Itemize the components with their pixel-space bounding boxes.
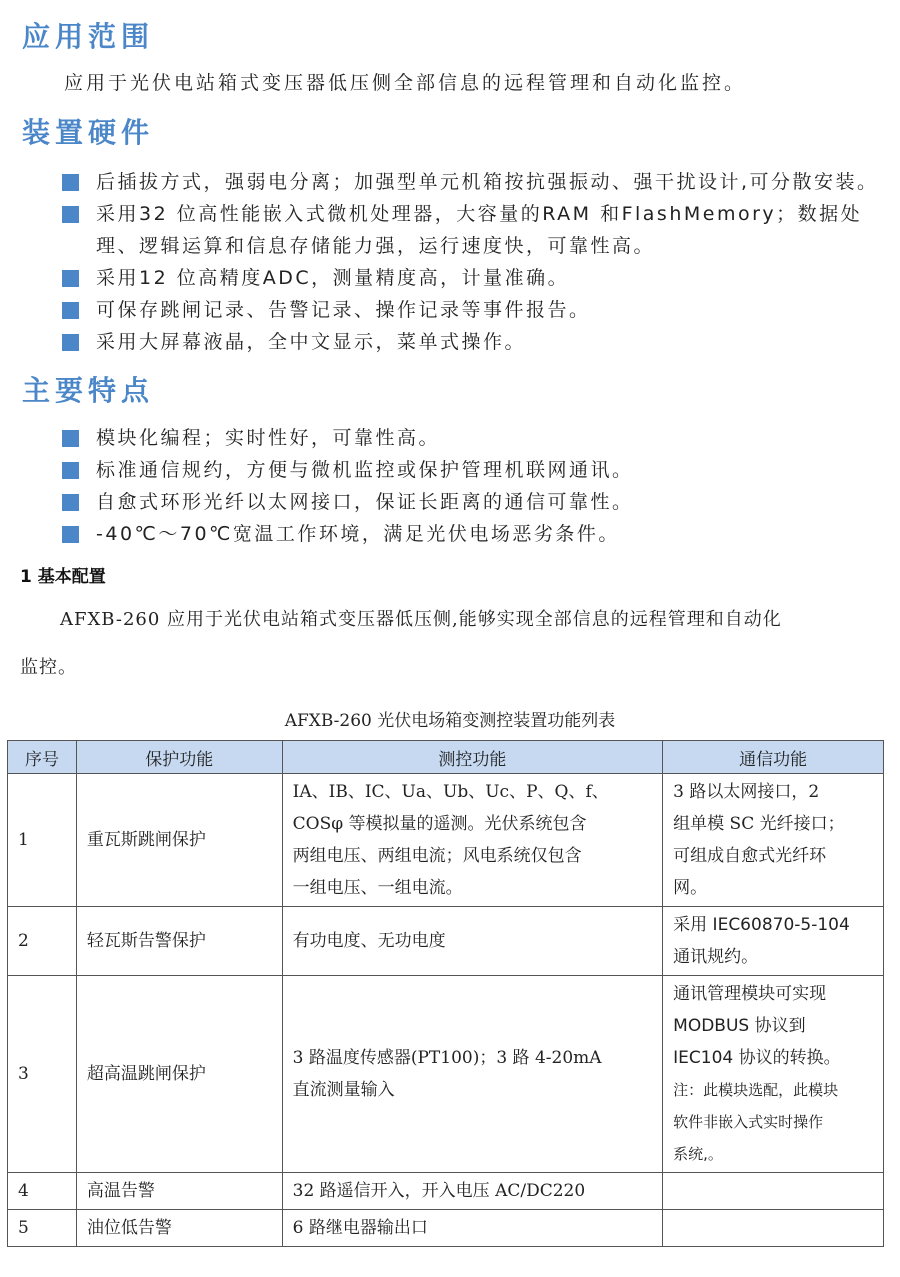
list-item-text: 后插拔方式，强弱电分离；加强型单元机箱按抗强振动、强干扰设计,可分散安装。 [96, 171, 879, 193]
comm-line: 3 路以太网接口，2 [673, 782, 820, 802]
table-header-row [8, 741, 884, 774]
list-item [62, 294, 882, 326]
cell-comm [663, 1210, 884, 1247]
table-row [8, 1173, 884, 1210]
comm-line: 组单模 SC 光纤接口； [673, 814, 845, 834]
cell-measure [282, 976, 663, 1173]
header-measure: 测控功能 [282, 741, 663, 774]
measure-line: 一组电压、一组电流。 [292, 878, 463, 898]
square-bullet-icon [62, 270, 79, 287]
square-bullet-icon [62, 206, 79, 223]
table-row [8, 907, 884, 976]
cell-no: 4 [8, 1173, 77, 1210]
hardware-list [62, 166, 882, 358]
measure-line: 6 路继电器输出口 [292, 1218, 428, 1238]
cell-no: 2 [8, 907, 77, 976]
measure-line: 直流测量输入 [292, 1080, 395, 1100]
basic-text-line-2: 监控。 [20, 657, 77, 678]
list-item-text: 模块化编程；实时性好，可靠性高。 [96, 427, 441, 449]
header-comm: 通信功能 [663, 741, 884, 774]
cell-protect: 超高温跳闸保护 [76, 976, 282, 1173]
comm-line: IEC104 协议的转换。 [673, 1048, 841, 1068]
section-title-hardware: 装置硬件 [22, 116, 155, 149]
list-item-text: 可保存跳闸记录、告警记录、操作记录等事件报告。 [96, 299, 591, 321]
cell-no: 3 [8, 976, 77, 1173]
list-item-text: 采用12 位高精度ADC，测量精度高，计量准确。 [96, 267, 570, 289]
comm-note-line: 软件非嵌入式实时操作 [673, 1113, 824, 1131]
measure-line: 3 路温度传感器(PT100)；3 路 4-20mA [292, 1048, 602, 1068]
measure-line: 有功电度、无功电度 [292, 931, 446, 951]
table-row [8, 1210, 884, 1247]
comm-note-line: 系统,。 [673, 1145, 723, 1163]
comm-line: 采用 IEC60870-5-104 [673, 915, 850, 935]
comm-line: 通讯规约。 [673, 947, 759, 967]
comm-note-line: 注：此模块选配，此模块 [673, 1081, 839, 1099]
cell-protect: 高温告警 [76, 1173, 282, 1210]
table-row [8, 774, 884, 907]
section-title-scope: 应用范围 [22, 20, 155, 53]
list-item [62, 518, 882, 550]
section-title-features: 主要特点 [22, 374, 155, 407]
comm-line: 通讯管理模块可实现 [673, 984, 827, 1004]
square-bullet-icon [62, 334, 79, 351]
list-item [62, 326, 882, 358]
comm-line: MODBUS 协议到 [673, 1016, 806, 1036]
section-title-basic: 1 基本配置 [20, 567, 106, 587]
cell-comm [663, 976, 884, 1173]
list-item-text: 采用大屏幕液晶，全中文显示，菜单式操作。 [96, 331, 527, 353]
basic-text-line-1: AFXB-260 应用于光伏电站箱式变压器低压侧,能够实现全部信息的远程管理和自动化 [60, 609, 782, 630]
measure-line: COSφ 等模拟量的遥测。光伏系统包含 [292, 814, 587, 834]
list-item-text: -40℃～70℃宽温工作环境，满足光伏电场恶劣条件。 [96, 523, 620, 545]
list-item-text: 标准通信规约，方便与微机监控或保护管理机联网通讯。 [96, 459, 634, 481]
features-list [62, 422, 882, 550]
list-item [62, 166, 882, 198]
header-no: 序号 [8, 741, 77, 774]
cell-measure [282, 774, 663, 907]
list-item [62, 422, 882, 454]
cell-protect: 油位低告警 [76, 1210, 282, 1247]
square-bullet-icon [62, 462, 79, 479]
table-caption: AFXB-260 光伏电场箱变测控装置功能列表 [284, 711, 616, 731]
header-protect: 保护功能 [76, 741, 282, 774]
list-item [62, 262, 882, 294]
square-bullet-icon [62, 526, 79, 543]
list-item [62, 486, 882, 518]
cell-comm [663, 1173, 884, 1210]
cell-no: 1 [8, 774, 77, 907]
list-item-text: 自愈式环形光纤以太网接口，保证长距离的通信可靠性。 [96, 491, 634, 513]
cell-comm [663, 774, 884, 907]
cell-protect: 重瓦斯跳闸保护 [76, 774, 282, 907]
square-bullet-icon [62, 174, 79, 191]
measure-line: 两组电压、两组电流；风电系统仅包含 [292, 846, 582, 866]
square-bullet-icon [62, 494, 79, 511]
table-row [8, 976, 884, 1173]
measure-line: IA、IB、IC、Ua、Ub、Uc、P、Q、f、 [292, 782, 609, 802]
list-item [62, 454, 882, 486]
cell-protect: 轻瓦斯告警保护 [76, 907, 282, 976]
cell-measure [282, 1210, 663, 1247]
square-bullet-icon [62, 430, 79, 447]
function-table [7, 740, 884, 1247]
comm-line: 可组成自愈式光纤环 [673, 846, 827, 866]
scope-text: 应用于光伏电站箱式变压器低压侧全部信息的远程管理和自动化监控。 [64, 72, 747, 94]
square-bullet-icon [62, 302, 79, 319]
cell-measure [282, 1173, 663, 1210]
cell-comm [663, 907, 884, 976]
cell-measure [282, 907, 663, 976]
list-item [62, 198, 882, 262]
cell-no: 5 [8, 1210, 77, 1247]
list-item-text: 采用32 位高性能嵌入式微机处理器，大容量的RAM 和FlashMemory；数据处理、逻辑运算和信息存储能力强，运行速度快，可靠性高。 [96, 203, 863, 257]
measure-line: 32 路遥信开入，开入电压 AC/DC220 [292, 1181, 586, 1201]
comm-line: 网。 [673, 878, 708, 898]
